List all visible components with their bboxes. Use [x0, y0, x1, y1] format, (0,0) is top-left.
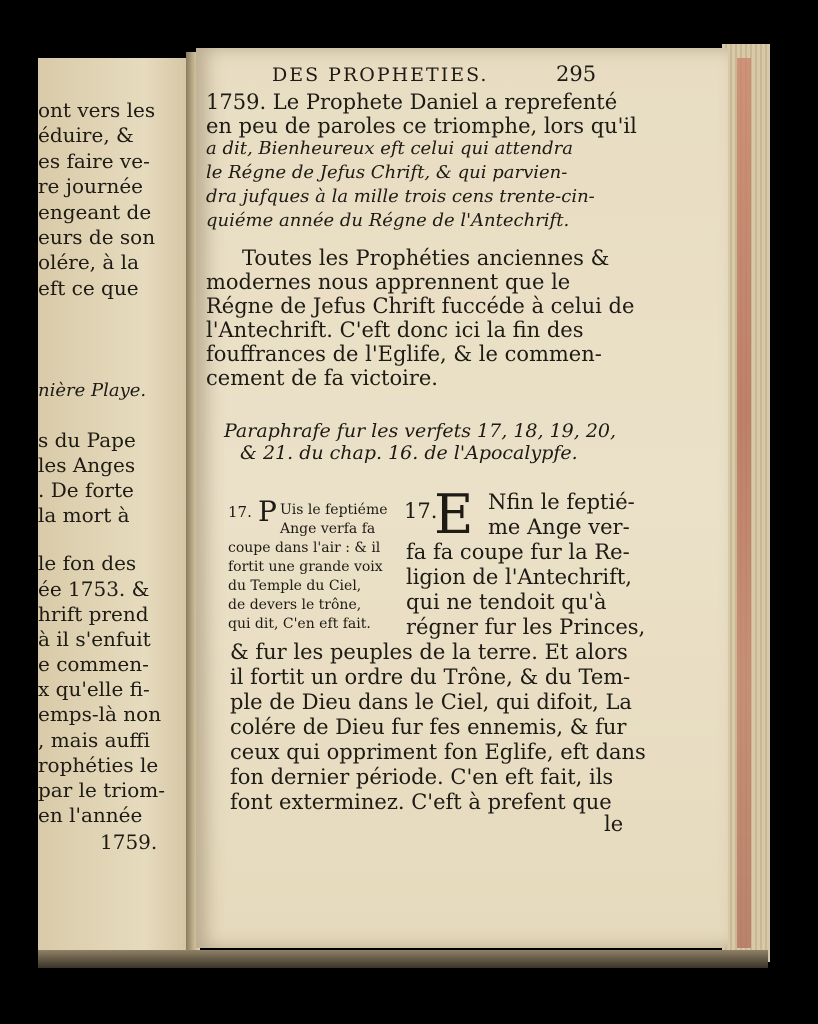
left-page-line: hrift prend [38, 602, 149, 626]
verse-dropcap: P [258, 495, 277, 528]
left-page-line: les Anges [38, 453, 136, 477]
paragraph-line: il fortit un ordre du Trône, & du Tem- [230, 665, 631, 689]
left-page-line: x qu'elle fi- [38, 677, 150, 701]
left-page-line: en l'année [38, 803, 143, 827]
paragraph-line: ceux qui oppriment fon Eglife, eft dans [230, 740, 646, 764]
page-number: 295 [556, 62, 597, 86]
left-page-line: olére, à la [38, 250, 139, 274]
left-page [38, 58, 190, 958]
paragraph-line: ligion de l'Antechrift, [406, 565, 632, 589]
paragraph-line: fouffrances de l'Eglife, & le commen- [206, 342, 602, 366]
left-page-line: s du Pape [38, 428, 136, 452]
paragraph-line: qui ne tendoit qu'à [406, 590, 607, 614]
left-page-line: engeant de [38, 200, 152, 224]
paragraph-line: me Ange ver- [488, 515, 630, 539]
left-page-line: eurs de son [38, 225, 156, 249]
red-edge-stain [737, 58, 751, 948]
left-page-line: rophéties le [38, 753, 159, 777]
paragraph-line: cement de fa victoire. [206, 366, 438, 390]
paragraph-dropcap: E [434, 483, 474, 546]
verse-number: 17. [228, 503, 252, 521]
left-catchword: 1759. [100, 830, 158, 854]
left-page-line: . De forte [38, 478, 134, 502]
paragraph-line: & fur les peuples de la terre. Et alors [230, 640, 628, 664]
left-page-line: es faire ve- [38, 149, 150, 173]
running-head: DES PROPHETIES. [272, 64, 489, 86]
left-page-line: re journée [38, 174, 143, 198]
left-page-line: éduire, & [38, 123, 134, 147]
paragraph-line: le Régne de Jefus Chrift, & qui parvien- [206, 162, 568, 183]
left-page-line: le fon des [38, 551, 137, 575]
left-page-line: , mais auffi [38, 728, 151, 752]
left-page-line: la mort à [38, 503, 130, 527]
verse-line: coupe dans l'air : & il [228, 540, 381, 556]
paragraph-line: l'Antechrift. C'eft donc ici la fin des [206, 318, 584, 342]
verse-line: fortit une grande voix [228, 559, 383, 575]
verse-line: du Temple du Ciel, [228, 578, 362, 594]
paragraph-line: Régne de Jefus Chrift fuccéde à celui de [206, 294, 635, 318]
verse-line: Uis le feptiéme [280, 502, 388, 518]
paragraph-line: ple de Dieu dans le Ciel, qui difoit, La [230, 690, 632, 714]
paragraph-line: font exterminez. C'eft à prefent que [230, 790, 612, 814]
left-page-line: ée 1753. & [38, 577, 150, 601]
paragraph-line: fon dernier période. C'en eft fait, ils [230, 765, 614, 789]
paragraph-line: quiéme année du Régne de l'Antechrift. [206, 210, 570, 231]
paragraph-line: modernes nous apprennent que le [206, 270, 571, 294]
page-bottom-shadow [38, 950, 768, 968]
left-page-line: à il s'enfuit [38, 627, 151, 651]
section-heading: Paraphrafe fur les verfets 17, 18, 19, 20, [224, 420, 617, 442]
paragraph-line: a dit, Bienheureux eft celui qui attendra [206, 138, 573, 159]
paragraph-line: régner fur les Princes, [406, 615, 646, 639]
paragraph-line: en peu de paroles ce triomphe, lors qu'il [206, 114, 637, 138]
right-catchword: le [604, 812, 624, 836]
paragraph-line: Toutes les Prophéties anciennes & [242, 246, 610, 270]
verse-line: Ange verfa fa [280, 521, 376, 537]
paragraph-line: Nfin le feptié- [488, 490, 635, 514]
left-page-line: eft ce que [38, 276, 139, 300]
left-page-line: ont vers les [38, 98, 156, 122]
verse-line: qui dit, C'en eft fait. [228, 616, 371, 632]
paragraph-line: colére de Dieu fur fes ennemis, & fur [230, 715, 627, 739]
paragraph-line: dra jufques à la mille trois cens trente-cin- [206, 186, 595, 207]
section-heading: & 21. du chap. 16. de l'Apocalypfe. [240, 442, 578, 464]
paragraph-line: fa fa coupe fur la Re- [406, 540, 630, 564]
verse-line: de devers le trône, [228, 597, 362, 613]
left-page-line: e commen- [38, 652, 149, 676]
left-page-line: par le triom- [38, 778, 165, 802]
paragraph-line: 1759. Le Prophete Daniel a reprefenté [206, 90, 618, 114]
left-page-line: nière Playe. [38, 380, 147, 401]
paragraph-number: 17. [404, 499, 438, 523]
left-page-line: emps-là non [38, 702, 162, 726]
